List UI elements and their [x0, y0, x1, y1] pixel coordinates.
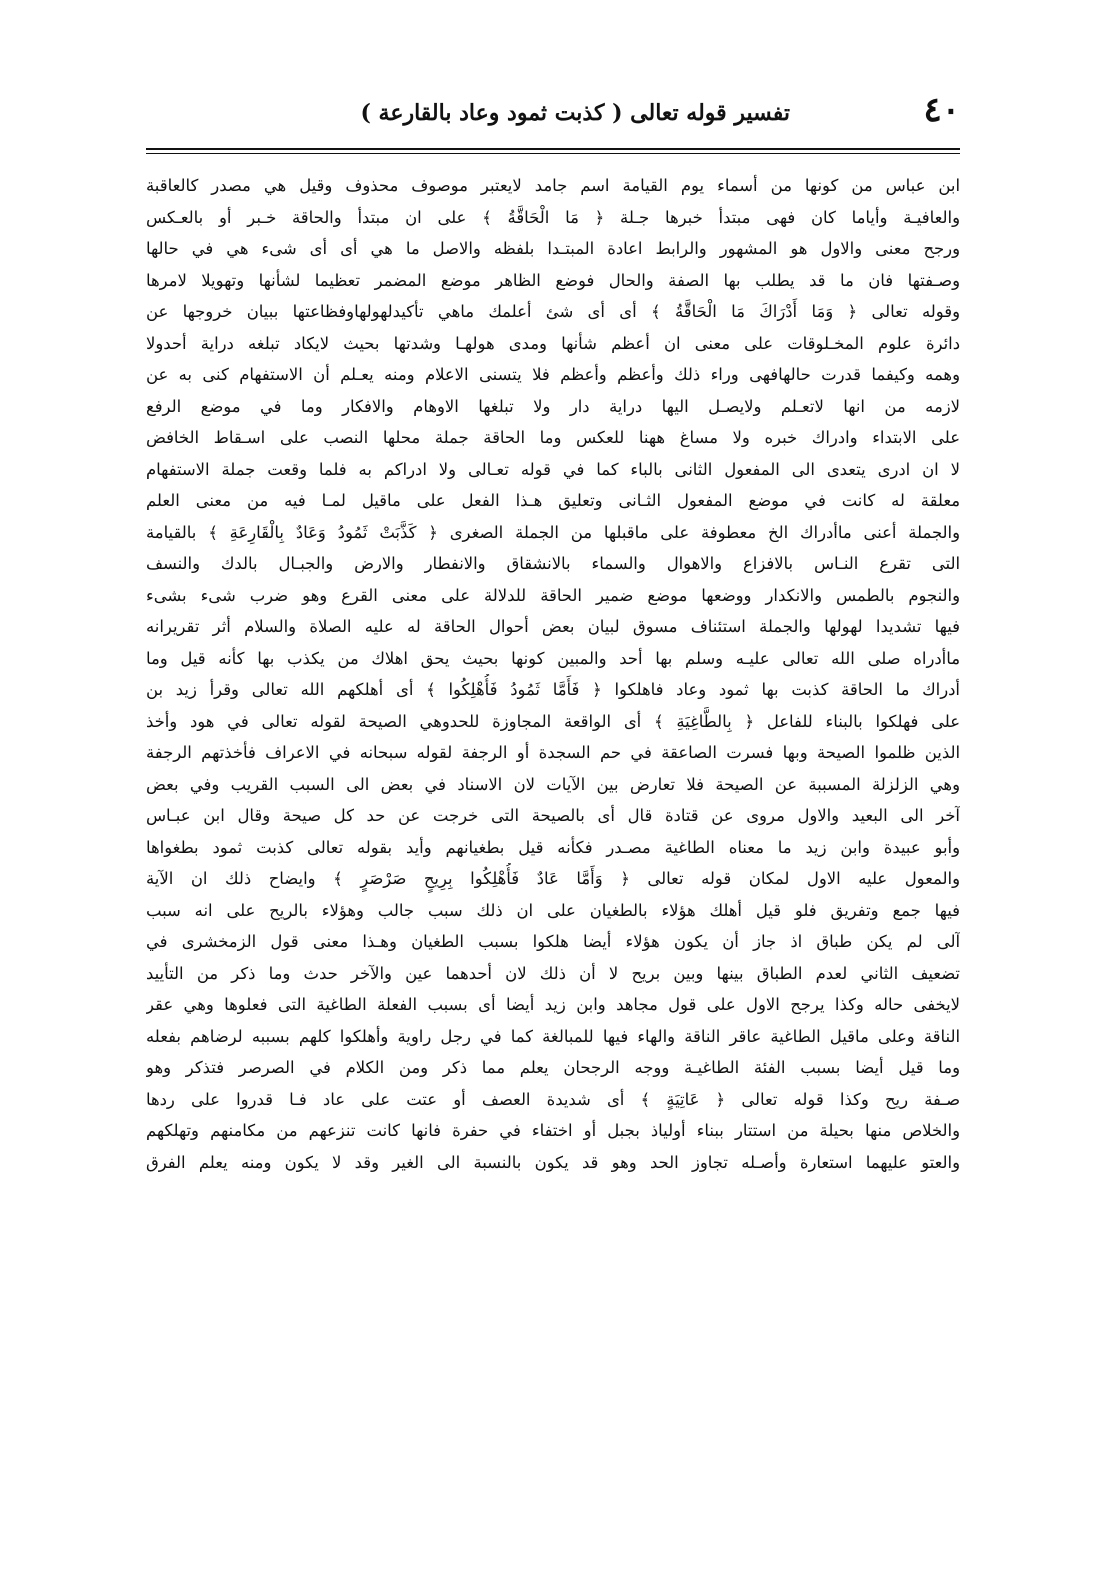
body-text — [146, 170, 960, 1178]
text-line: التى تقرع النـاس بالافزاع والاهوال والسماء بالانشقاق والانفطار والارض والجبـال بالدك والنسف — [146, 554, 960, 573]
text-line: والعتو عليهما استعارة وأصـله تجاوز الحد وهو قد يكون بالنسبة الى الغير وقد لا يكون ومنه يعلم الفرق — [146, 1152, 960, 1172]
page-number: ٤٠ — [923, 90, 960, 130]
book-page — [146, 86, 960, 1506]
running-head — [146, 86, 960, 142]
text-line: ابن عباس من كونها من أسماء يوم القيامة اسم جامد لايعتبر موصوف محذوف وقيل هي مصدر كالعاقبة — [146, 176, 960, 195]
text-line: والخلاص منها بحيلة من استتار ببناء أولياذ بجبل أو اختفاء في حفرة فانها كانت تنزعهم من مكامنهم وتهلكهم — [146, 1121, 960, 1140]
text-line: لازمه من انها لاتعـلم ولايصـل اليها دراية دار ولا تبلغها الاوهام والافكار وما في موضع الرفع — [146, 396, 960, 416]
text-line: تضعيف الثاني لعدم الطباق بينها وبين بريح لا أن ذلك لان أحدهما عين والآخر حدث وما ذكر من التأييد — [146, 963, 960, 983]
text-line: وقوله تعالى ﴿ وَمَا أَدْرَاكَ مَا الْحَاقَّةُ ﴾ أى أى شئ أعلمك ماهي تأكيدلهولهاوفظاعتها ببيان خروجها عن — [146, 302, 960, 321]
text-line: لايخفى حاله وكذا يرجح الاول على قول مجاهد وابن زيد أيضا أى بسبب الفعلة الطاغية التى فعلوها وهي عقر — [146, 995, 960, 1014]
text-line: فيها جمع وتفريق فلو قيل أهلك هؤلاء بالطغيان على ان ذلك سبب جالب وهؤلاء بالريح على انه سبب — [146, 900, 960, 920]
text-line: صـفة ريح وكذا قوله تعالى ﴿ عَاتِيَةٍ ﴾ أى شديدة العصف أو عتت على عاد فـا قدروا على ردها — [146, 1089, 960, 1109]
text-line: وهمه وكيفما قدرت حالهافهى وراء ذلك وأعظم وأعظم فلا يتسنى الاعلام ومنه يعـلم أن الاستفهام كنى به عن — [146, 365, 960, 384]
text-line: آخر الى البعيد والاول مروى عن قتادة قال أى بالصيحة التى خرجت عن حد كل صيحة وقال ابن عبـاس — [146, 806, 960, 825]
text-line: ورجح معنى والاول هو المشهور والرابط اعادة المبتـدا بلفظه والاصل ما هي أى أى شىء هي في حالها — [146, 239, 960, 258]
text-line: على الابتداء وادراك خبره ولا مساغ ههنا للعكس وما الحاقة جملة محلها النصب على اسـقاط الخافض — [146, 428, 960, 447]
text-line: والعافيـة وأياما كان فهى مبتدأ خبرها جـلة ﴿ مَا الْحَاقَّةُ ﴾ على ان مبتدأ والحاقة خـبر أو بالعـكس — [146, 207, 960, 227]
text-line: والمعول عليه الاول لمكان قوله تعالى ﴿ وَأَمَّا عَادٌ فَأُهْلِكُوا بِرِيحٍ صَرْصَرٍ ﴾ وايضاح ذلك ان الآية — [146, 869, 960, 888]
text-line: آلى لم يكن طباق اذ جاز أن يكون هؤلاء أيضا هلكوا بسبب الطغيان وهـذا معنى قول الزمخشرى في — [146, 932, 960, 951]
text-line: والنجوم بالطمس والانكدار ووضعها موضع ضمير الحاقة للدلالة على معنى القرع وهو ضرب شىء بشىء — [146, 585, 960, 605]
text-line: وما قيل أيضا بسبب الفئة الطاغيـة ووجه الرجحان يعلم مما ذكر ومن الكلام في الصرصر فتذكر وهو — [146, 1058, 960, 1077]
running-title: تفسير قوله تعالى ( كذبت ثمود وعاد بالقارعة ) — [360, 100, 790, 126]
text-line: ماأدراه صلى الله تعالى عليـه وسلم بها أحد والمبين كونها بحيث يحق اهلاك من يكذب بها كأنه قيل وما — [146, 648, 960, 668]
text-line: لا ان ادرى يتعدى الى المفعول الثانى بالباء كما في قوله تعـالى ولا ادراكم به فلما وقعت جملة الاستفهام — [146, 459, 960, 479]
text-line: فيها تشديدا لهولها والجملة استئناف مسوق لبيان بعض أحوال الحاقة له عليه الصلاة والسلام أثر تقريرانه — [146, 617, 960, 636]
text-line: والجملة أعنى ماأدراك الخ معطوفة على ماقبلها من الجملة الصغرى ﴿ كَذَّبَتْ ثَمُودُ وَعَادٌ بِالْقَارِعَةِ ﴾ بالقيامة — [146, 522, 960, 542]
text-line: دائرة علوم المخـلوقات على معنى ان أعظم شأنها ومدى هولهـا وشدتها بحيث لايكاد تبلغه دراية أحدولا — [146, 333, 960, 353]
header-rule-thin — [146, 153, 960, 154]
text-line: على فهلكوا بالبناء للفاعل ﴿ بِالطَّاغِيَةِ ﴾ أى الواقعة المجاوزة للحدوهي الصيحة لقوله تعالى في هود وأخذ — [146, 711, 960, 731]
text-line: وأبو عبيدة وابن زيد ما معناه الطاغية مصـدر فكأنه قيل بطغيانهم وأيد بقوله تعالى كذبت ثمود بطغواها — [146, 837, 960, 857]
text-line: وهي الزلزلة المسببة عن الصيحة فلا تعارض بين الآيات لان الاسناد في بعض الى السبب القريب وفي بعض — [146, 774, 960, 794]
text-line: أدراك ما الحاقة كذبت بها ثمود وعاد فاهلكوا ﴿ فَأَمَّا ثَمُودُ فَأُهْلِكُوا ﴾ أى أهلكهم الله تعالى وقرأ زيد بن — [146, 680, 960, 699]
header-rule — [146, 148, 960, 150]
text-line: الناقة وعلى ماقيل الطاغية عاقر الناقة والهاء فيها للمبالغة كما في رجل راوية وأهلكوا كلهم بسببه لرضاهم بفعله — [146, 1026, 960, 1046]
text-line: الذين ظلموا الصيحة وبها فسرت الصاعقة في حم السجدة أو الرجفة لقوله سبحانه في الاعراف فأخذتهم الرجفة — [146, 743, 960, 762]
text-line: معلقة له كانت في موضع المفعول الثـانى وتعليق هـذا الفعل على ماقيل لمـا فيه من معنى العلم — [146, 491, 960, 510]
text-line: وصـفتها فان ما قد يطلب بها الصفة والحال فوضع الظاهر موضع المضمر تعظيما لشأنها وتهويلا لامرها — [146, 270, 960, 290]
